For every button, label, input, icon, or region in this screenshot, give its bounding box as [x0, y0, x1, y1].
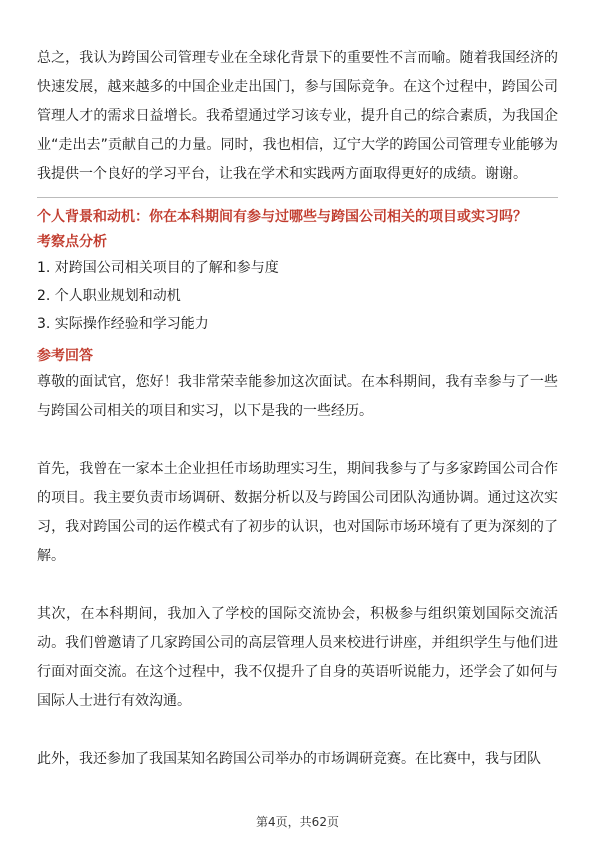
question-heading: 个人背景和动机：你在本科期间有参与过哪些与跨国公司相关的项目或实习吗？: [37, 209, 527, 225]
analysis-point: 2. 个人职业规划和动机: [37, 288, 181, 304]
answer-title: 参考回答: [37, 348, 93, 364]
paragraph-gap: [37, 571, 558, 600]
answer-paragraph: 此外，我还参加了我国某知名跨国公司举办的市场调研竞赛。在比赛中，我与团队: [37, 751, 541, 767]
analysis-point: 3. 实际操作经验和学习能力: [37, 316, 209, 332]
page-number: 第4页，共62页: [256, 815, 339, 829]
answer-paragraph: 首先，我曾在一家本土企业担任市场助理实习生，期间我参与了与多家跨国公司合作的项目。我主要负责市场调研、数据分析以及与跨国公司团队沟通协调。通过这次实习，我对跨国公司的运作模式有了初步的认识，也对国际市场环境有了更为深刻的了解。: [37, 461, 558, 564]
analysis-title: 考察点分析: [37, 234, 107, 250]
paragraph-gap: [37, 426, 558, 455]
section-divider: [37, 197, 558, 198]
analysis-point: 1. 对跨国公司相关项目的了解和参与度: [37, 260, 279, 276]
intro-paragraph: 总之，我认为跨国公司管理专业在全球化背景下的重要性不言而喻。随着我国经济的快速发展，越来越多的中国企业走出国门，参与国际竞争。在这个过程中，跨国公司管理人才的需求日益增长。我希望通过学习该专业，提升自己的综合素质，为我国企业“走出去”贡献自己的力量。同时，我也相信，辽宁大学的跨国公司管理专业能够为我提供一个良好的学习平台，让我在学术和实践两方面取得更好的成绩。谢谢。: [37, 50, 558, 182]
answer-paragraph: 其次，在本科期间，我加入了学校的国际交流协会，积极参与组织策划国际交流活动。我们曾邀请了几家跨国公司的高层管理人员来校进行讲座，并组织学生与他们进行面对面交流。在这个过程中，我不仅提升了自身的英语听说能力，还学会了如何与国际人士进行有效沟通。: [37, 606, 558, 709]
paragraph-gap: [37, 716, 558, 745]
document-page: [37, 44, 558, 774]
answer-paragraph: 尊敬的面试官，您好！我非常荣幸能参加这次面试。在本科期间，我有幸参与了一些与跨国公司相关的项目和实习，以下是我的一些经历。: [37, 374, 558, 419]
